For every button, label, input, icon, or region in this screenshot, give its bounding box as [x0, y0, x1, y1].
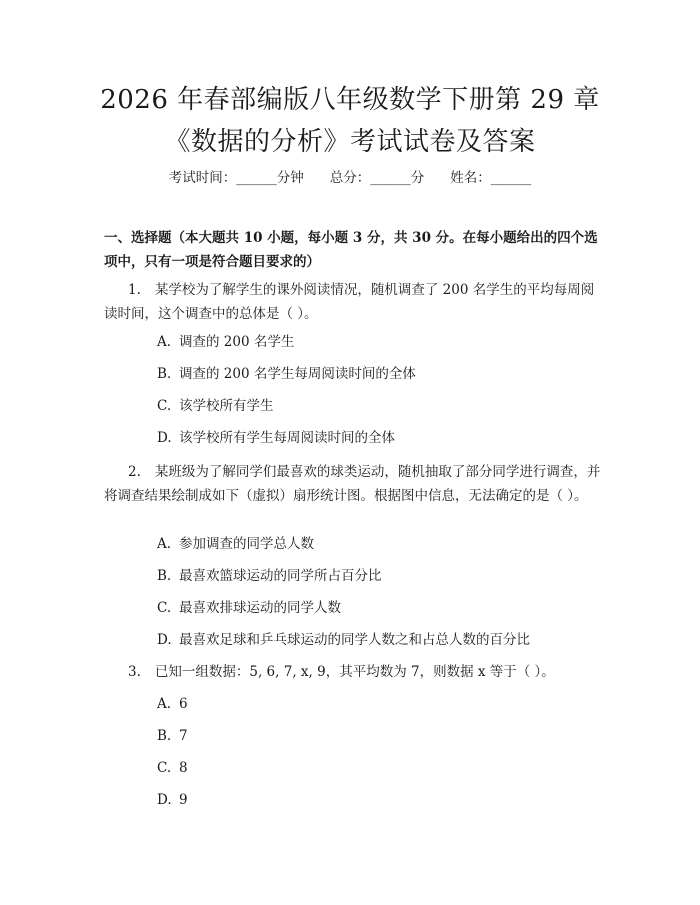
- question-3-option-b: B. 7: [157, 728, 188, 744]
- question-1: [104, 278, 604, 326]
- question-2: [104, 460, 604, 508]
- question-text: 某学校为了解学生的课外阅读情况，随机调查了 200 名学生的平均每周阅读时间，这个调查中的总体是（ ）。: [104, 282, 595, 322]
- question-3-option-c: C. 8: [157, 760, 188, 776]
- question-text: 某班级为了解同学们最喜欢的球类运动，随机抽取了部分同学进行调查，并将调查结果绘制成如下（虚拟）扇形统计图。根据图中信息，无法确定的是（ ）。: [104, 464, 601, 504]
- question-3: [104, 660, 604, 684]
- question-1-option-d: D. 该学校所有学生每周阅读时间的全体: [157, 430, 395, 446]
- section-title-multiple-choice: 一、选择题（本大题共 10 小题，每小题 3 分，共 30 分。在每小题给出的四个选项中，只有一项是符合题目要求的）: [104, 230, 598, 270]
- question-1-option-a: A. 调查的 200 名学生: [157, 334, 295, 350]
- page-title-line-1: 2026 年春部编版八年级数学下册第 29 章: [100, 85, 600, 115]
- page-title-line-2: 《数据的分析》考试试卷及答案: [164, 127, 536, 157]
- question-1-option-c: C. 该学校所有学生: [157, 398, 274, 414]
- question-number: 2.: [128, 464, 141, 480]
- exam-time-field: 考试时间：______分钟: [168, 170, 304, 186]
- question-2-option-c: C. 最喜欢排球运动的同学人数: [157, 600, 341, 616]
- question-1-option-b: B. 调查的 200 名学生每周阅读时间的全体: [157, 366, 416, 382]
- question-2-option-a: A. 参加调查的同学总人数: [157, 536, 314, 552]
- total-score-field: 总分：______分: [329, 170, 425, 186]
- question-text: 已知一组数据：5, 6, 7, x, 9，其平均数为 7，则数据 x 等于（ ）。: [154, 664, 555, 680]
- exam-info-line: [0, 168, 700, 188]
- question-2-option-b: B. 最喜欢篮球运动的同学所占百分比: [157, 568, 382, 584]
- student-name-field: 姓名：______: [450, 170, 532, 186]
- question-number: 1.: [128, 282, 141, 298]
- question-3-option-a: A. 6: [157, 696, 188, 712]
- question-3-option-d: D. 9: [157, 792, 188, 808]
- question-number: 3.: [128, 664, 141, 680]
- question-2-option-d: D. 最喜欢足球和乒乓球运动的同学人数之和占总人数的百分比: [157, 632, 530, 648]
